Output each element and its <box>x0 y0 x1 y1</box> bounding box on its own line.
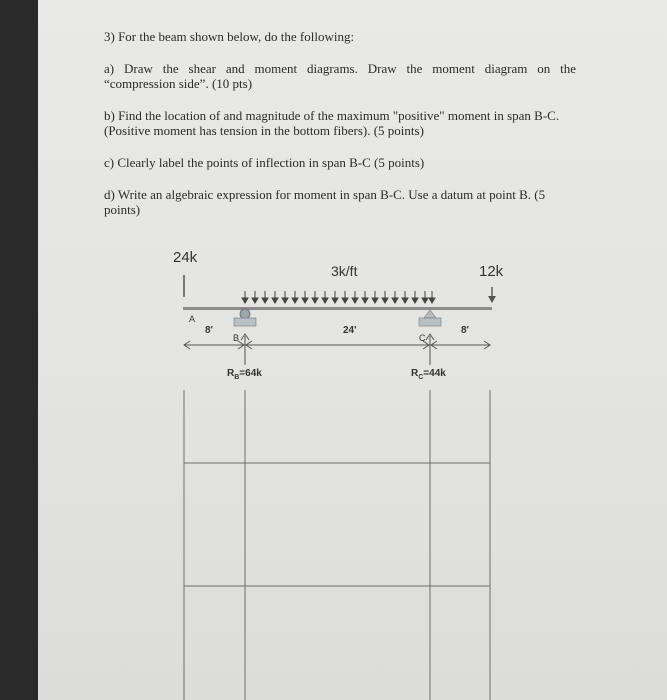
dimension-line <box>184 341 490 349</box>
reaction-c-arrow <box>426 334 434 365</box>
point-b-label: B <box>233 333 240 343</box>
part-d-line2: points) <box>104 202 141 217</box>
part-a-line2: “compression side”. (10 pts) <box>104 76 253 91</box>
part-c-line1: c) Clearly label the points of inflection in span B-C (5 points) <box>104 155 425 170</box>
right-point-load-label: 12k <box>479 263 504 280</box>
part-a-line1: a) Draw the shear and moment diagrams. Draw the moment diagram on the <box>104 61 576 76</box>
distributed-load-arrows <box>242 291 435 303</box>
reaction-c-label: $R_C=44k$ <box>411 368 446 381</box>
support-b-pin <box>234 309 256 326</box>
part-d-line1: d) Write an algebraic expression for moment in span B-C. Use a datum at point B. (5 <box>104 187 546 202</box>
right-point-load-arrow <box>488 287 496 303</box>
distributed-load-label: 3k/ft <box>331 263 358 279</box>
point-c-label: C <box>419 333 426 343</box>
span-cd-label: 8' <box>461 325 469 336</box>
point-a-label: A <box>189 314 196 324</box>
span-bc-label: 24' <box>343 325 357 336</box>
reaction-b-arrow <box>241 334 249 365</box>
beam <box>183 307 492 310</box>
question-title: 3) For the beam shown below, do the following: <box>104 29 355 44</box>
answer-grid <box>184 390 490 700</box>
support-c-roller <box>419 310 441 326</box>
part-b-line2: (Positive moment has tension in the bottom fibers). (5 points) <box>104 123 424 138</box>
part-b-line1: b) Find the location of and magnitude of the maximum "positive" moment in span B-C. <box>104 108 560 123</box>
span-ab-label: 8' <box>205 325 213 336</box>
reaction-b-label: $R_B=64k$ <box>227 368 262 381</box>
left-point-load-label: 24k <box>173 249 198 266</box>
